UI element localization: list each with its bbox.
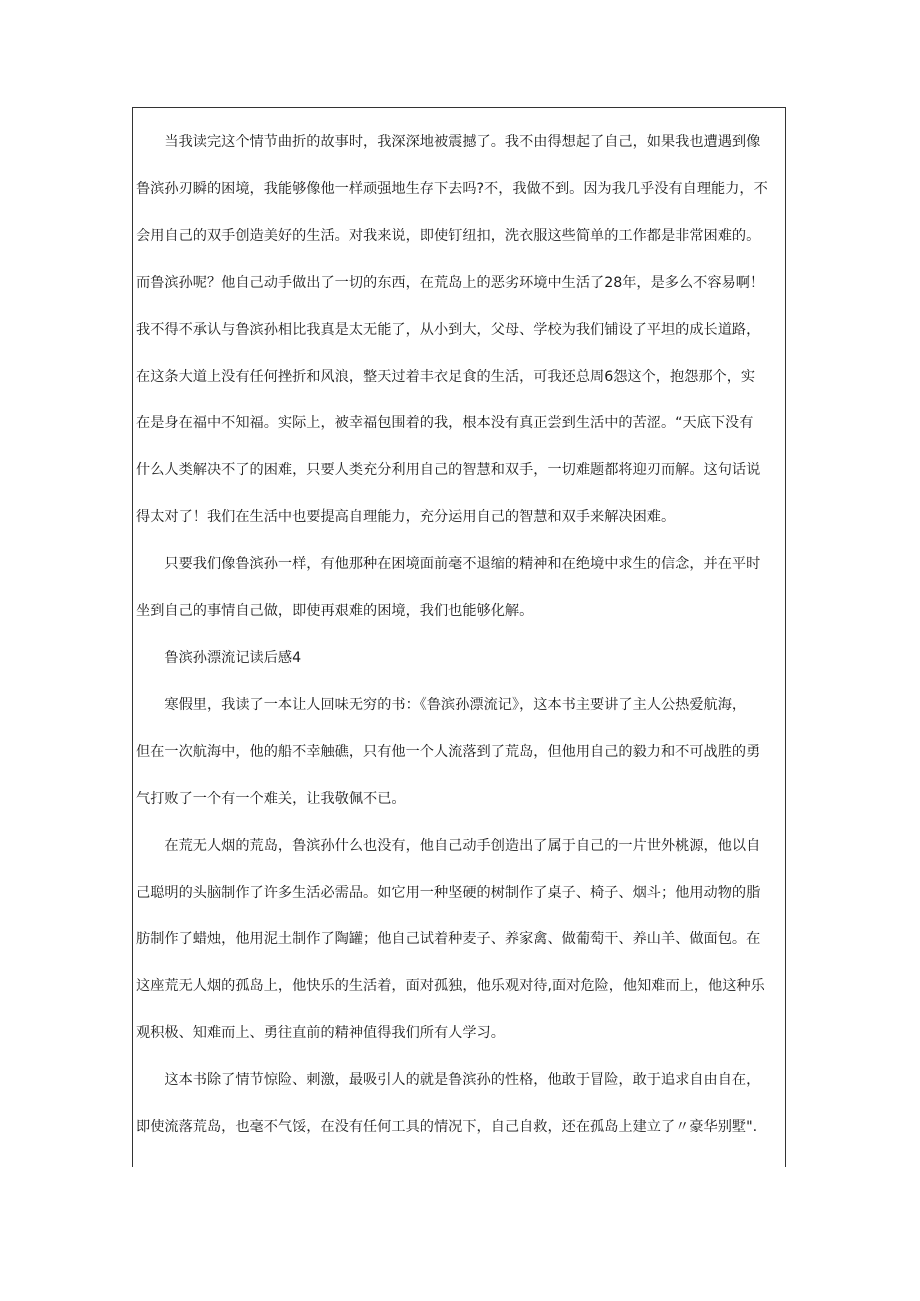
text-line: 坐到自己的事情自己做，即使再艰难的困境，我们也能够化解。	[136, 603, 534, 620]
paragraph-4	[136, 823, 787, 1058]
text-line: 寒假里，我读了一本让人回味无穷的书：《鲁滨孙漂流记》，这本书主要讲了主人公热爱航海，	[164, 696, 747, 713]
paragraph-5	[136, 1057, 787, 1151]
text-line: 在是身在福中不知福。实际上，被幸福包围着的我，根本没有真正尝到生活中的苦涩。“天底下没有	[136, 415, 754, 432]
text-line: 即使流落荒岛，也毫不气馁，在没有任何工具的情况下，自己自救，还在孤岛上建立了〃豪华别墅".	[136, 1119, 758, 1136]
paragraph-3	[136, 682, 787, 823]
text-line: 但在一次航海中，他的船不幸触礁，只有他一个人流落到了荒岛，但他用自己的毅力和不可战胜的勇	[136, 743, 761, 760]
text-line: 会用自己的双手创造美好的生活。对我来说，即使钉纽扣，洗衣服这些简单的工作都是非常困难的。	[136, 227, 761, 244]
text-line: 得太对了！我们在生活中也要提高自理能力，充分运用自己的智慧和双手来解决困难。	[136, 509, 676, 526]
text-line: 什么人类解决不了的困难，只要人类充分利用自己的智慧和双手，一切难题都将迎刃而解。这句话说	[136, 462, 761, 479]
text-line: 鲁滨孙刃瞬的困境，我能够像他一样顽强地生存下去吗?不，我做不到。因为我几乎没有自理能力，不	[136, 180, 768, 197]
text-line: 己聪明的头脑制作了许多生活必需品。如它用一种坚硬的树制作了桌子、椅子、烟斗；他用动物的脂	[136, 884, 761, 901]
text-line: 只要我们像鲁滨孙一样，有他那种在困境面前毫不退缩的精神和在绝境中求生的信念，并在平时	[164, 556, 761, 573]
text-line: 我不得不承认与鲁滨孙相比我真是太无能了，从小到大，父母、学校为我们铺设了平坦的成长道路，	[136, 321, 761, 338]
section-heading	[136, 635, 787, 682]
text-line: 这本书除了情节惊险、刺激，最吸引人的就是鲁滨孙的性格，他敢于冒险，敢于追求自由自在，	[164, 1072, 761, 1089]
document-body	[136, 119, 787, 1151]
paragraph-2	[136, 541, 787, 635]
text-line: 这座荒无人烟的孤岛上，他快乐的生活着，面对孤独，他乐观对待,面对危险，他知难而上，他这种乐	[136, 978, 765, 995]
text-line: 而鲁滨孙呢？他自己动手做出了一切的东西，在荒岛上的恶劣环境中生活了28年，是多么不容易啊！	[136, 274, 765, 291]
heading-text: 鲁滨孙漂流记读后感4	[164, 649, 302, 666]
text-line: 在这条大道上没有任何挫折和风浪，整天过着丰衣足食的生活，可我还总周6怨这个，抱怨那个，实	[136, 368, 756, 385]
text-line: 当我读完这个情节曲折的故事时，我深深地被震撼了。我不由得想起了自己，如果我也遭遇到像	[164, 134, 761, 150]
text-line: 肪制作了蜡烛，他用泥土制作了陶罐；他自己试着种麦子、养家禽、做葡萄干、养山羊、做面包。在	[136, 931, 761, 948]
text-line: 观积极、知难而上、勇往直前的精神值得我们所有人学习。	[136, 1025, 505, 1042]
text-line: 在荒无人烟的荒岛，鲁滨孙什么也没有，他自己动手创造出了属于自己的一片世外桃源，他以自	[164, 837, 761, 854]
paragraph-1	[136, 119, 787, 541]
text-line: 气打败了一个有一个难关，让我敬佩不已。	[136, 790, 406, 807]
